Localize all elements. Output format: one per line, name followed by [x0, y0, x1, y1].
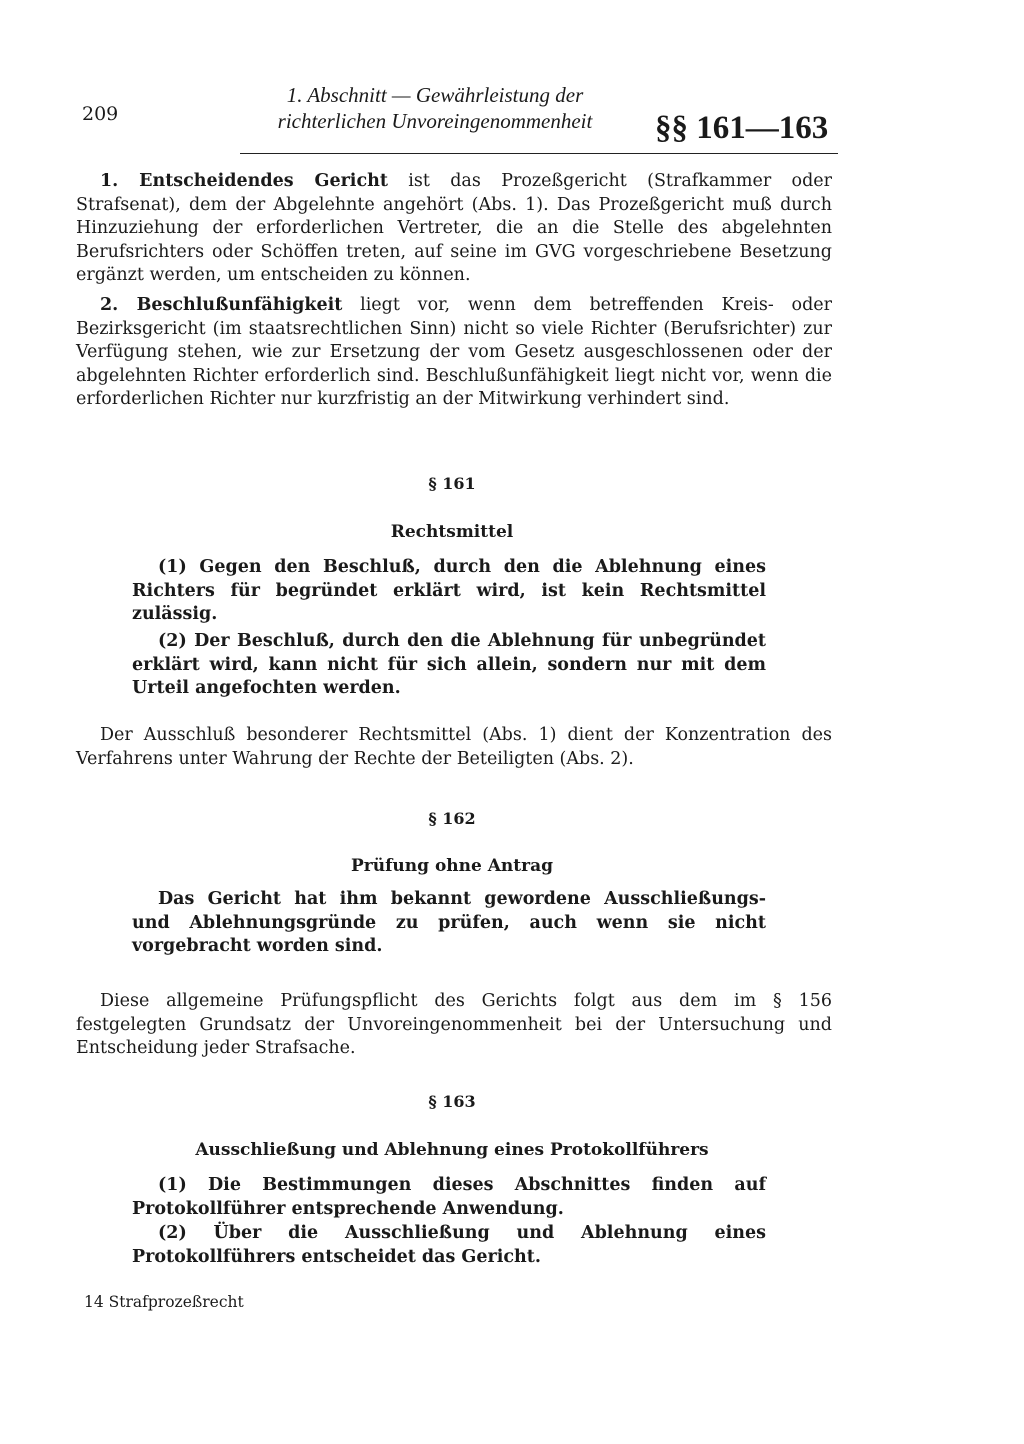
note-1-text: ist das Prozeßgericht (Strafkammer oder Strafsenat), dem der Abgelehnte angehört (Abs. 1). Das Prozeßgericht muß durch Hinzuziehung der erforderlichen Vertreter, die an die Stelle des abgelehnten Berufsrichters oder Schöffen treten, auf seine im GVG vorgeschriebene Besetzung ergänzt werden, um entscheiden zu können. [76, 171, 833, 285]
header-rule [240, 153, 838, 154]
section-162-paragraph-1: Das Gericht hat ihm bekannt gewordene Ausschließungs- und Ablehnungsgründe zu prüfen, auch wenn sie nicht vorgebracht worden sind. [132, 889, 766, 956]
section-161-paragraph-2: (2) Der Beschluß, durch den die Ablehnung für unbegründet erklärt wird, kann nicht für sich allein, sondern nur mit dem Urteil angefochten werden. [132, 631, 766, 698]
section-161-number: § 161 [428, 474, 476, 493]
section-162-number: § 162 [428, 809, 476, 828]
note-2-text: liegt vor, wenn dem betreffenden Kreis- oder Bezirksgericht (im staatsrechtlichen Sinn) nicht so viele Richter (Berufsrichter) zur Verfügung stehen, wie zur Ersetzung der vom Gesetz ausgeschlossenen oder der abgelehnten Richter erforderlich sind. Beschlußunfähigkeit liegt nicht vor, wenn die erforderlichen Richter nur kurzfristig an der Mitwirkung verhindert sind. [76, 295, 832, 409]
note-1-lead: 1. Entscheidendes Gericht [100, 171, 388, 191]
commentary-note-2 [76, 294, 832, 412]
running-title [240, 82, 630, 134]
section-163-paragraph-1: (1) Die Bestimmungen dieses Abschnittes finden auf Protokollführer entsprechende Anwendung. [132, 1175, 766, 1219]
section-161-commentary: Der Ausschluß besonderer Rechtsmittel (Abs. 1) dient der Konzentration des Verfahrens unter Wahrung der Rechte der Beteiligten (Abs. 2). [76, 725, 832, 769]
section-range: §§ 161—163 [655, 110, 829, 146]
section-163-heading: Ausschließung und Ablehnung eines Protokollführers [195, 1140, 709, 1160]
section-163-number: § 163 [428, 1092, 476, 1111]
section-161-heading: Rechtsmittel [390, 522, 514, 542]
note-2-lead: 2. Beschlußunfähigkeit [100, 295, 343, 315]
running-title-line-2: richterlichen Unvoreingenommenheit [277, 109, 593, 133]
section-163-paragraph-2: (2) Über die Ausschließung und Ablehnung eines Protokollführers entscheidet das Gericht. [132, 1223, 766, 1267]
signature-footer: 14 Strafprozeßrecht [84, 1293, 244, 1311]
section-162-commentary: Diese allgemeine Prüfungspflicht des Gerichts folgt aus dem im § 156 festgelegten Grundsatz der Unvoreingenommenheit bei der Untersuchung und Entscheidung jeder Strafsache. [76, 991, 832, 1058]
page-number: 209 [82, 103, 119, 125]
section-162-heading: Prüfung ohne Antrag [351, 856, 553, 876]
commentary-note-1 [76, 170, 832, 288]
section-161-paragraph-1: (1) Gegen den Beschluß, durch den die Ablehnung eines Richters für begründet erklärt wird, ist kein Rechtsmittel zulässig. [132, 557, 766, 624]
running-title-line-1: 1. Abschnitt — Gewährleistung der [286, 83, 584, 107]
